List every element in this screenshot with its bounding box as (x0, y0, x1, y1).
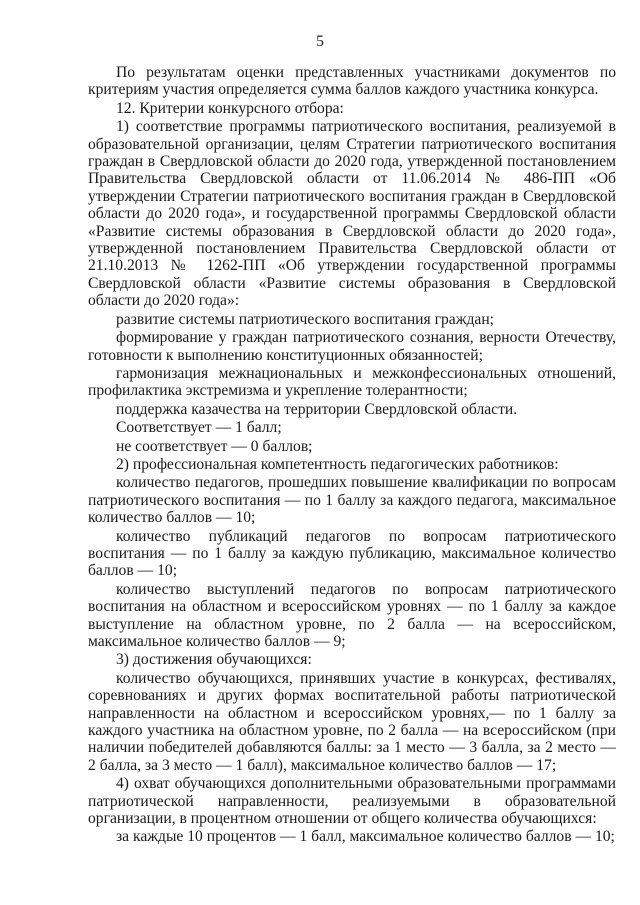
paragraph-criterion-4: 4) охват обучающихся дополнительными образовательными программами патриотической направленности, реализуемыми в образовательной организации, в процентном отношении от общего количества обучающихся: (88, 775, 616, 828)
paragraph-not-matches: не соответствует — 0 баллов; (116, 437, 313, 455)
paragraph-criterion-2: 2) профессиональная компетентность педагогических работников: (116, 455, 559, 473)
paragraph-criterion-3: 3) достижения обучающихся: (116, 651, 312, 669)
paragraph-teacher-presentations: количество выступлений педагогов по вопросам патриотического воспитания на областном и всероссийском уровнях — по 1 баллу за каждое выступление на областном уровне, по 2 балла — на всероссийском, максимальное количество баллов — 9; (88, 580, 616, 650)
paragraph-student-participation: количество обучающихся, принявших участие в конкурсах, фестивалях, соревнованиях и других формах воспитательной работы патриотической направленности на областном и всероссийском уровнях,— по 1 баллу за каждого участника на областном уровне, по 2 балла — на всероссийском (при наличии победителей добавляются баллы: за 1 место — 3 балла, за 2 место — 2 балла, за 3 место — 1 балл), максимальное количество баллов — 17; (88, 669, 616, 774)
paragraph-goal-consciousness: формирование у граждан патриотического сознания, верности Отечеству, готовности к выполнению конституционных обязанностей; (88, 329, 616, 364)
paragraph-criterion-1: 1) соответствие программы патриотического воспитания, реализуемой в образовательной организации, целям Стратегии патриотического воспитания граждан в Свердловской области до 2020 года, утвержденной постановлением Правительства Свердловской области от 11.06.2014 № 486-ПП «Об утверждении Стратегии патриотического воспитания граждан в Свердловской области до 2020 года», и государственной программы Свердловской области «Развитие системы образования в Свердловской области до 2020 года», утвержденной постановлением Правительства Свердловской области от 21.10.2013 № 1262-ПП «Об утверждении государственной программы Свердловской области «Развитие системы образования в Свердловской области до 2020 года»: (88, 118, 616, 310)
paragraph-teacher-publications: количество публикаций педагогов по вопросам патриотического воспитания — по 1 баллу за каждую публикацию, максимальное количество баллов — 10; (88, 527, 616, 580)
paragraph-goal-development: развитие системы патриотического воспитания граждан; (116, 310, 495, 328)
paragraph-goal-cossacks: поддержка казачества на территории Свердловской области. (116, 400, 518, 418)
paragraph-goal-harmonization: гармонизация межнациональных и межконфессиональных отношений, профилактика экстремизма и укрепление толерантности; (88, 364, 616, 400)
document-body (88, 64, 616, 847)
paragraph-teacher-training: количество педагогов, прошедших повышение квалификации по вопросам патриотического воспитания — по 1 баллу за каждого педагога, максимальное количество баллов — 10; (88, 474, 616, 527)
paragraph-criteria-heading: 12. Критерии конкурсного отбора: (116, 99, 344, 117)
paragraph-evaluation-summary: По результатам оценки представленных участниками документов по критериям участия определяется сумма баллов каждого участника конкурса. (88, 64, 616, 99)
paragraph-matches: Соответствует — 1 балл; (116, 419, 282, 437)
page-number: 5 (316, 33, 324, 50)
paragraph-coverage-score: за каждые 10 процентов — 1 балл, максимальное количество баллов — 10; (116, 828, 615, 846)
